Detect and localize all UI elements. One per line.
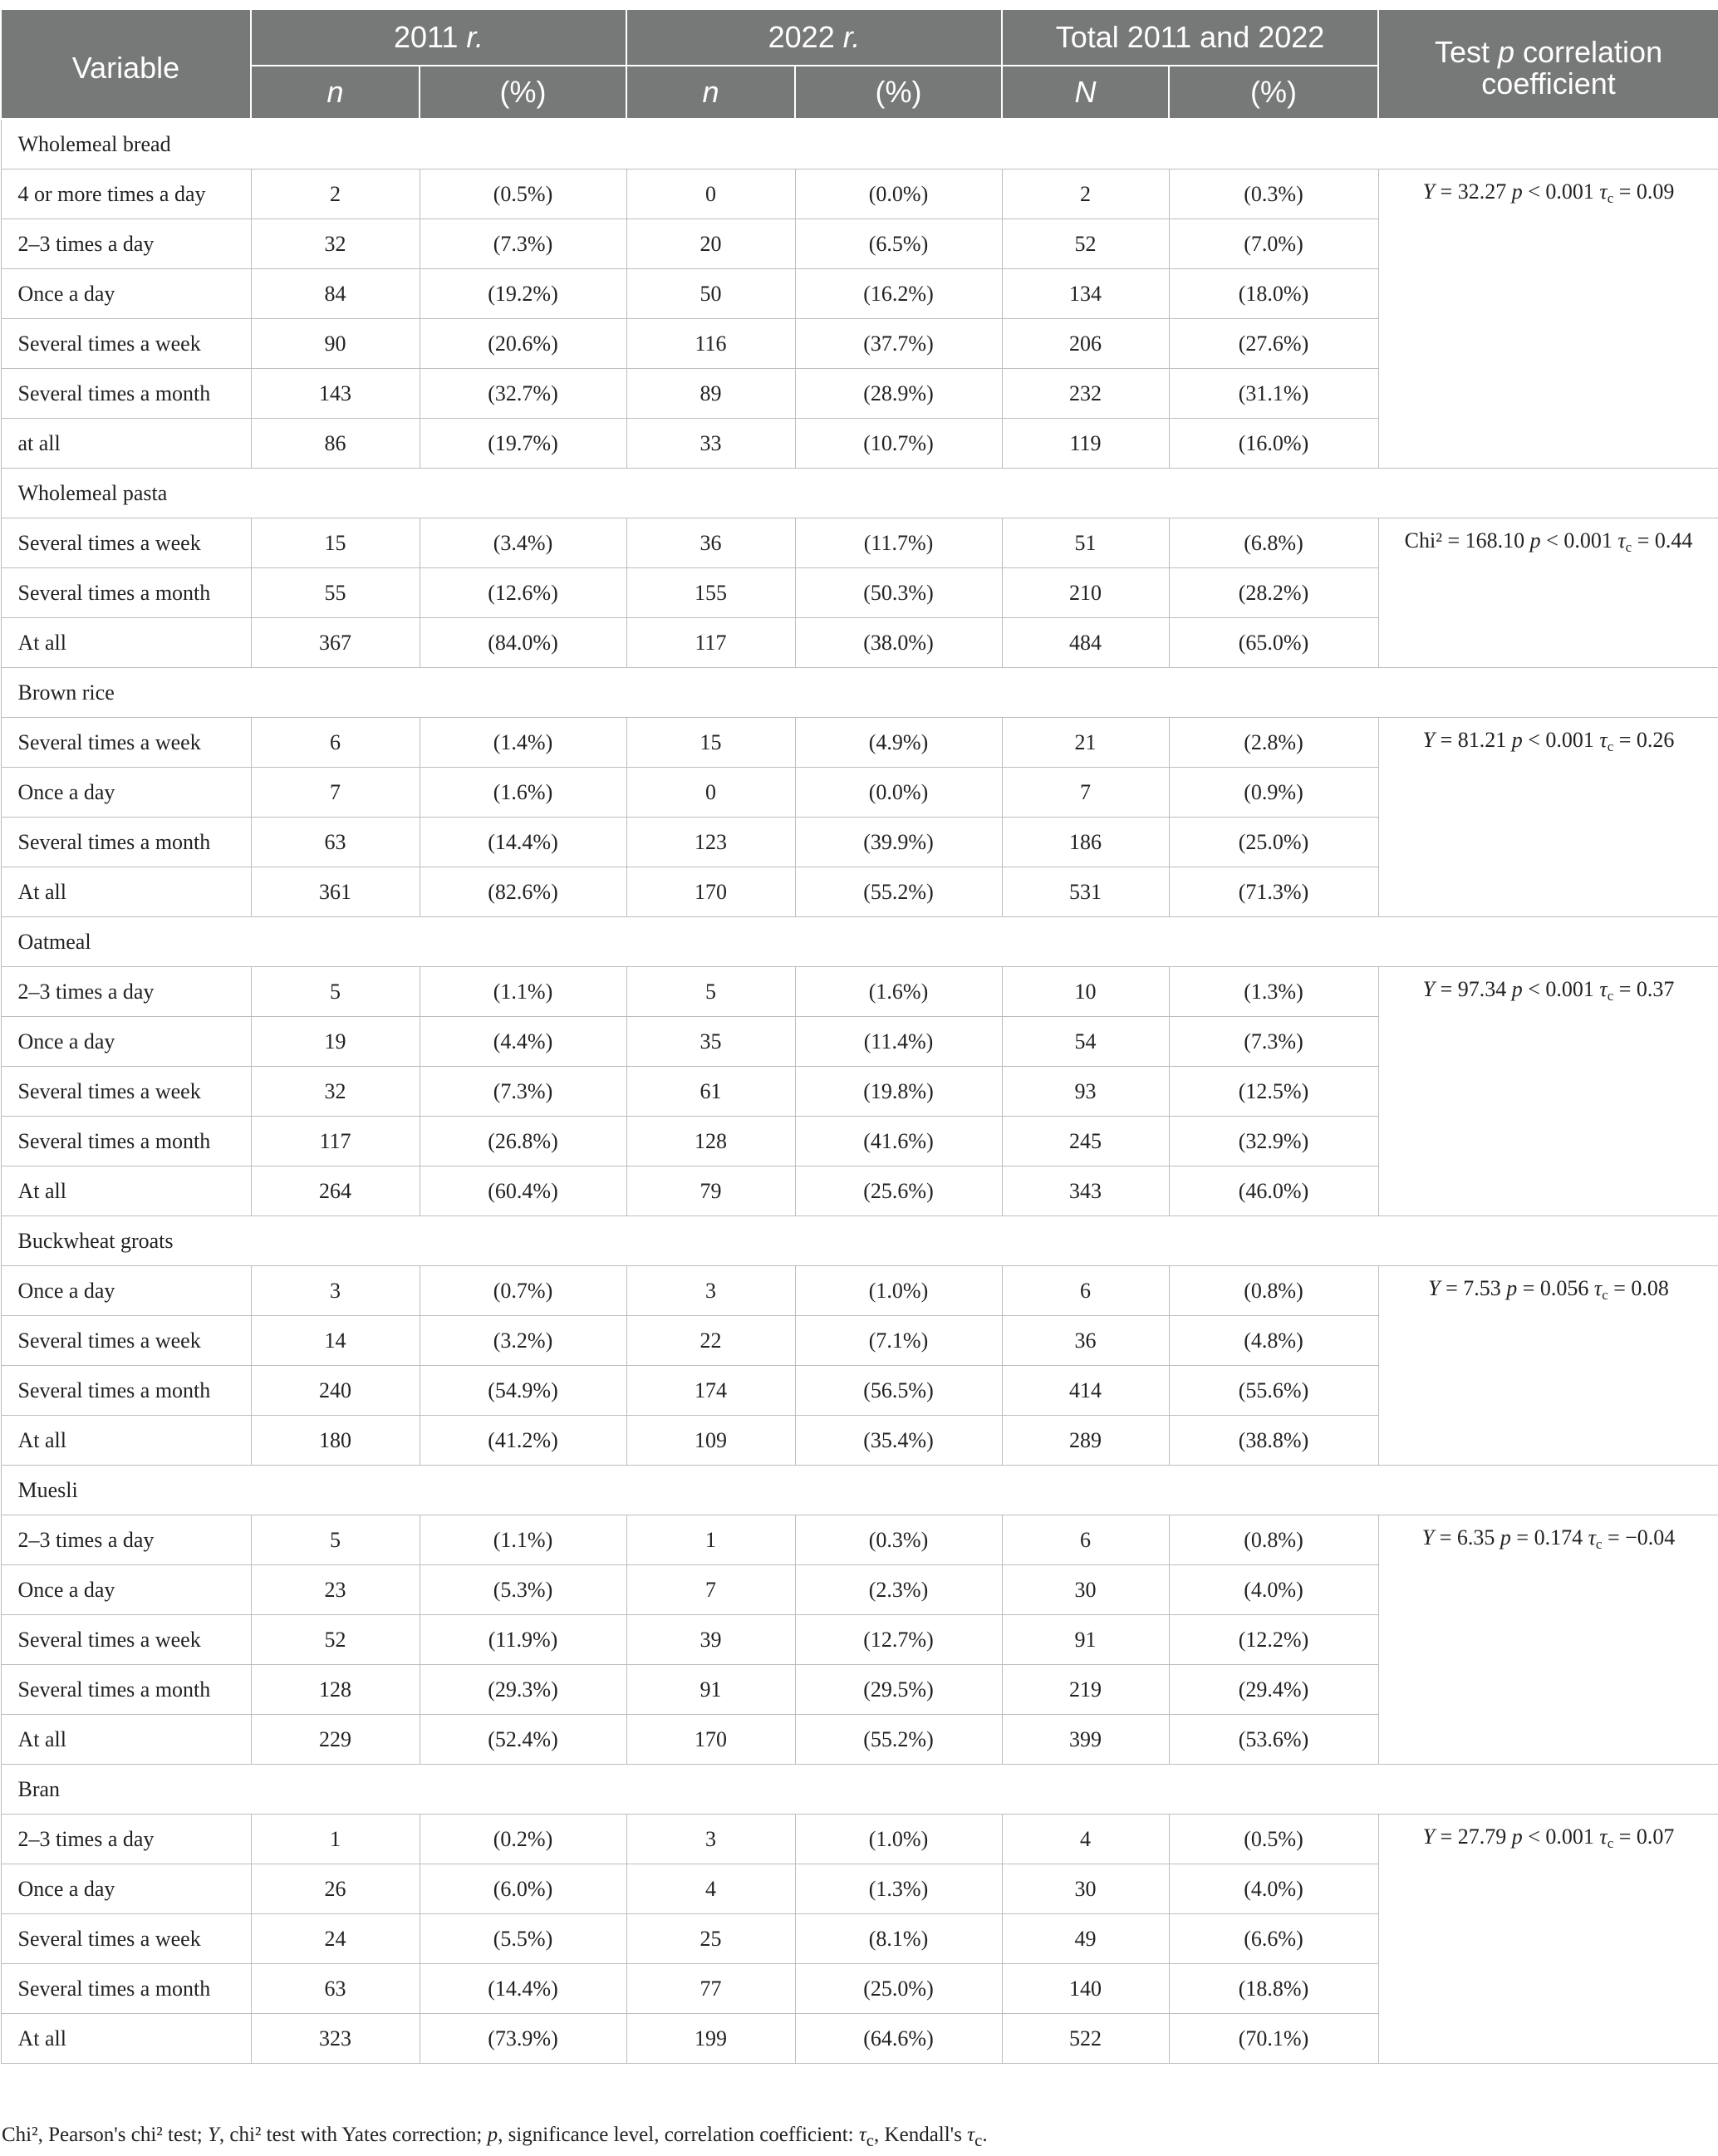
table-cell: 155 — [626, 568, 795, 618]
table-cell: 414 — [1002, 1366, 1169, 1416]
row-label: Several times a week — [1, 1615, 251, 1665]
header-n-total: N — [1002, 66, 1169, 119]
table-cell: (71.3%) — [1169, 867, 1378, 917]
row-label: Several times a week — [1, 319, 251, 369]
table-cell: (3.2%) — [420, 1316, 626, 1366]
row-label: 2–3 times a day — [1, 219, 251, 269]
row-label: At all — [1, 867, 251, 917]
section-title: Bran — [1, 1765, 1718, 1815]
row-label: Several times a month — [1, 369, 251, 419]
table-cell: (12.7%) — [795, 1615, 1002, 1665]
table-cell: (4.0%) — [1169, 1565, 1378, 1615]
table-cell: (55.6%) — [1169, 1366, 1378, 1416]
row-label: at all — [1, 419, 251, 469]
table-cell: 63 — [251, 818, 420, 867]
table-cell: (2.8%) — [1169, 718, 1378, 768]
table-cell: 91 — [1002, 1615, 1169, 1665]
table-cell: 77 — [626, 1964, 795, 2014]
table-cell: 199 — [626, 2014, 795, 2064]
header-pct-total: (%) — [1169, 66, 1378, 119]
table-cell: 123 — [626, 818, 795, 867]
table-cell: (25.6%) — [795, 1166, 1002, 1216]
table-cell: (29.3%) — [420, 1665, 626, 1715]
table-cell: 55 — [251, 568, 420, 618]
table-cell: 61 — [626, 1067, 795, 1117]
table-cell: 134 — [1002, 269, 1169, 319]
table-cell: 6 — [1002, 1266, 1169, 1316]
row-label: Several times a month — [1, 1366, 251, 1416]
table-cell: (1.1%) — [420, 1515, 626, 1565]
table-cell: (6.8%) — [1169, 518, 1378, 568]
table-cell: (50.3%) — [795, 568, 1002, 618]
table-cell: (4.4%) — [420, 1017, 626, 1067]
section-title: Buckwheat groats — [1, 1216, 1718, 1266]
table-row — [1, 518, 1718, 568]
table-cell: 5 — [251, 1515, 420, 1565]
row-label: Several times a week — [1, 718, 251, 768]
table-body — [1, 119, 1718, 2064]
table-cell: 5 — [251, 967, 420, 1017]
table-cell: (11.9%) — [420, 1615, 626, 1665]
row-label: At all — [1, 1166, 251, 1216]
table-cell: (31.1%) — [1169, 369, 1378, 419]
test-statistic: Y = 6.35 p = 0.174 $\tau_c = -0.04$ — [1378, 1515, 1718, 1765]
table-cell: (14.4%) — [420, 818, 626, 867]
table-cell: (28.2%) — [1169, 568, 1378, 618]
table-cell: (1.6%) — [795, 967, 1002, 1017]
table-cell: (1.4%) — [420, 718, 626, 768]
table-cell: 240 — [251, 1366, 420, 1416]
header-pct-2011: (%) — [420, 66, 626, 119]
table-cell: 343 — [1002, 1166, 1169, 1216]
row-label: Several times a month — [1, 1117, 251, 1166]
table-cell: 32 — [251, 1067, 420, 1117]
table-cell: (19.2%) — [420, 269, 626, 319]
table-cell: (0.9%) — [1169, 768, 1378, 818]
section-row — [1, 1765, 1718, 1815]
table-cell: (60.4%) — [420, 1166, 626, 1216]
section-row — [1, 668, 1718, 718]
table-footnote: Chi², Pearson's chi² test; Y, chi² test with Yates correction; p, significance level, correlation coefficient: $\tau_c$, Kendall's $\tau_c$. — [2, 2124, 988, 2150]
row-label: 4 or more times a day — [1, 169, 251, 219]
table-cell: 26 — [251, 1864, 420, 1914]
header-variable: Variable — [1, 9, 251, 119]
header-n-2011: n — [251, 66, 420, 119]
table-cell: (38.8%) — [1169, 1416, 1378, 1466]
table-cell: (52.4%) — [420, 1715, 626, 1765]
table-cell: (4.8%) — [1169, 1316, 1378, 1366]
table-cell: (32.9%) — [1169, 1117, 1378, 1166]
table-cell: 93 — [1002, 1067, 1169, 1117]
table-cell: 143 — [251, 369, 420, 419]
section-title: Brown rice — [1, 668, 1718, 718]
table-cell: 323 — [251, 2014, 420, 2064]
table-cell: 25 — [626, 1914, 795, 1964]
row-label: Several times a week — [1, 1914, 251, 1964]
table-cell: (84.0%) — [420, 618, 626, 668]
table-cell: (12.5%) — [1169, 1067, 1378, 1117]
table-cell: (0.0%) — [795, 768, 1002, 818]
table-cell: (0.8%) — [1169, 1515, 1378, 1565]
table-cell: (56.5%) — [795, 1366, 1002, 1416]
header-year-2011 — [251, 9, 626, 66]
table-cell: 219 — [1002, 1665, 1169, 1715]
table-cell: 63 — [251, 1964, 420, 2014]
table-cell: 5 — [626, 967, 795, 1017]
table-cell: 22 — [626, 1316, 795, 1366]
table-cell: (12.2%) — [1169, 1615, 1378, 1665]
table-cell: (18.8%) — [1169, 1964, 1378, 2014]
table-cell: 174 — [626, 1366, 795, 1416]
table-cell: 289 — [1002, 1416, 1169, 1466]
table-cell: (0.0%) — [795, 169, 1002, 219]
table-cell: 128 — [626, 1117, 795, 1166]
row-label: Several times a week — [1, 1067, 251, 1117]
table-cell: 399 — [1002, 1715, 1169, 1765]
row-label: At all — [1, 618, 251, 668]
row-label: Several times a month — [1, 1665, 251, 1715]
section-row — [1, 1216, 1718, 1266]
section-row — [1, 1466, 1718, 1515]
table-cell: 54 — [1002, 1017, 1169, 1067]
table-cell: (2.3%) — [795, 1565, 1002, 1615]
table-cell: (1.1%) — [420, 967, 626, 1017]
table-cell: 50 — [626, 269, 795, 319]
table-cell: (27.6%) — [1169, 319, 1378, 369]
table-cell: (65.0%) — [1169, 618, 1378, 668]
table-cell: 79 — [626, 1166, 795, 1216]
row-label: Several times a month — [1, 568, 251, 618]
table-cell: (5.3%) — [420, 1565, 626, 1615]
table-cell: (20.6%) — [420, 319, 626, 369]
table-cell: (26.8%) — [420, 1117, 626, 1166]
section-row — [1, 119, 1718, 169]
table-cell: (14.4%) — [420, 1964, 626, 2014]
table-cell: 245 — [1002, 1117, 1169, 1166]
table-cell: (19.7%) — [420, 419, 626, 469]
table-row — [1, 718, 1718, 768]
table-cell: (35.4%) — [795, 1416, 1002, 1466]
table-cell: 30 — [1002, 1864, 1169, 1914]
table-cell: 210 — [1002, 568, 1169, 618]
table-cell: 32 — [251, 219, 420, 269]
table-cell: (1.3%) — [795, 1864, 1002, 1914]
table-cell: (25.0%) — [1169, 818, 1378, 867]
table-cell: 206 — [1002, 319, 1169, 369]
table-cell: 49 — [1002, 1914, 1169, 1964]
table-cell: (6.6%) — [1169, 1914, 1378, 1964]
table-cell: 36 — [1002, 1316, 1169, 1366]
header-n-2022: n — [626, 66, 795, 119]
table-cell: 52 — [251, 1615, 420, 1665]
table-cell: 89 — [626, 369, 795, 419]
table-cell: 7 — [1002, 768, 1169, 818]
header-pct-2022: (%) — [795, 66, 1002, 119]
table-cell: (4.0%) — [1169, 1864, 1378, 1914]
table-row — [1, 967, 1718, 1017]
header-year-2022 — [626, 9, 1002, 66]
table-cell: 35 — [626, 1017, 795, 1067]
table-cell: (7.3%) — [1169, 1017, 1378, 1067]
table-cell: 367 — [251, 618, 420, 668]
table-cell: 3 — [251, 1266, 420, 1316]
table-cell: (0.5%) — [1169, 1815, 1378, 1864]
table-cell: 264 — [251, 1166, 420, 1216]
table-cell: (1.6%) — [420, 768, 626, 818]
table-header — [1, 9, 1718, 119]
table-cell: (7.1%) — [795, 1316, 1002, 1366]
table-cell: 21 — [1002, 718, 1169, 768]
table-cell: (7.3%) — [420, 219, 626, 269]
table-cell: 1 — [626, 1515, 795, 1565]
table-cell: (16.0%) — [1169, 419, 1378, 469]
table-cell: 4 — [1002, 1815, 1169, 1864]
test-statistic: Y = 32.27 p < 0.001 $\tau_c = 0.09$ — [1378, 169, 1718, 469]
table-cell: 30 — [1002, 1565, 1169, 1615]
table-cell: (11.7%) — [795, 518, 1002, 568]
table-cell: (19.8%) — [795, 1067, 1002, 1117]
table-cell: 90 — [251, 319, 420, 369]
table-cell: 39 — [626, 1615, 795, 1665]
table-cell: 117 — [626, 618, 795, 668]
table-cell: (1.0%) — [795, 1266, 1002, 1316]
row-label: 2–3 times a day — [1, 1515, 251, 1565]
table-cell: 232 — [1002, 369, 1169, 419]
section-title: Oatmeal — [1, 917, 1718, 967]
table-cell: (54.9%) — [420, 1366, 626, 1416]
table-cell: (0.7%) — [420, 1266, 626, 1316]
table-cell: (12.6%) — [420, 568, 626, 618]
row-label: 2–3 times a day — [1, 967, 251, 1017]
row-label: At all — [1, 1416, 251, 1466]
table-row — [1, 1815, 1718, 1864]
table-cell: (38.0%) — [795, 618, 1002, 668]
table-cell: 119 — [1002, 419, 1169, 469]
table-cell: (7.0%) — [1169, 219, 1378, 269]
section-title: Wholemeal pasta — [1, 469, 1718, 518]
row-label: Once a day — [1, 1017, 251, 1067]
header-total: Total 2011 and 2022 — [1002, 9, 1378, 66]
test-statistic: Chi² = 168.10 p < 0.001 $\tau_c = 0.44$ — [1378, 518, 1718, 668]
table-cell: 186 — [1002, 818, 1169, 867]
header-year-2022-text: 2022 r. — [768, 20, 861, 54]
table-row — [1, 1266, 1718, 1316]
table-cell: 15 — [626, 718, 795, 768]
table-cell: 484 — [1002, 618, 1169, 668]
table-cell: (41.2%) — [420, 1416, 626, 1466]
table-cell: (29.4%) — [1169, 1665, 1378, 1715]
test-statistic: Y = 27.79 p < 0.001 $\tau_c = 0.07$ — [1378, 1815, 1718, 2064]
table-cell: (25.0%) — [795, 1964, 1002, 2014]
table-cell: 531 — [1002, 867, 1169, 917]
table-row — [1, 1515, 1718, 1565]
table-cell: 14 — [251, 1316, 420, 1366]
table-cell: 0 — [626, 169, 795, 219]
table-cell: (0.5%) — [420, 169, 626, 219]
table-cell: (11.4%) — [795, 1017, 1002, 1067]
table-cell: (73.9%) — [420, 2014, 626, 2064]
table-cell: (1.0%) — [795, 1815, 1002, 1864]
table-cell: 84 — [251, 269, 420, 319]
table-cell: (6.5%) — [795, 219, 1002, 269]
table-cell: 51 — [1002, 518, 1169, 568]
section-row — [1, 469, 1718, 518]
row-label: Once a day — [1, 768, 251, 818]
table-cell: (8.1%) — [795, 1914, 1002, 1964]
table-cell: 86 — [251, 419, 420, 469]
row-label: At all — [1, 1715, 251, 1765]
row-label: Once a day — [1, 1565, 251, 1615]
test-statistic: Y = 7.53 p = 0.056 $\tau_c = 0.08$ — [1378, 1266, 1718, 1466]
row-label: Several times a week — [1, 518, 251, 568]
table-cell: 2 — [251, 169, 420, 219]
table-cell: 0 — [626, 768, 795, 818]
table-cell: 52 — [1002, 219, 1169, 269]
table-cell: (1.3%) — [1169, 967, 1378, 1017]
test-statistic: Y = 81.21 p < 0.001 $\tau_c = 0.26$ — [1378, 718, 1718, 917]
row-label: Several times a month — [1, 818, 251, 867]
table-cell: 36 — [626, 518, 795, 568]
row-label: At all — [1, 2014, 251, 2064]
table-cell: 116 — [626, 319, 795, 369]
table-cell: (32.7%) — [420, 369, 626, 419]
table-cell: (39.9%) — [795, 818, 1002, 867]
header-year-2011-text: 2011 r. — [393, 20, 484, 54]
table-cell: (0.3%) — [1169, 169, 1378, 219]
table-cell: 2 — [1002, 169, 1169, 219]
table-cell: (70.1%) — [1169, 2014, 1378, 2064]
table-cell: (6.0%) — [420, 1864, 626, 1914]
table-cell: (29.5%) — [795, 1665, 1002, 1715]
table-cell: (0.3%) — [795, 1515, 1002, 1565]
table-cell: (82.6%) — [420, 867, 626, 917]
table-cell: (41.6%) — [795, 1117, 1002, 1166]
table-cell: (55.2%) — [795, 1715, 1002, 1765]
table-cell: 180 — [251, 1416, 420, 1466]
table-cell: 170 — [626, 867, 795, 917]
table-cell: 229 — [251, 1715, 420, 1765]
table-cell: (10.7%) — [795, 419, 1002, 469]
table-cell: 10 — [1002, 967, 1169, 1017]
row-label: 2–3 times a day — [1, 1815, 251, 1864]
table-cell: (28.9%) — [795, 369, 1002, 419]
table-cell: 7 — [251, 768, 420, 818]
row-label: Once a day — [1, 1266, 251, 1316]
table-cell: (0.2%) — [420, 1815, 626, 1864]
table-cell: 522 — [1002, 2014, 1169, 2064]
table-cell: (37.7%) — [795, 319, 1002, 369]
table-cell: (3.4%) — [420, 518, 626, 568]
table-cell: 109 — [626, 1416, 795, 1466]
table-row — [1, 169, 1718, 219]
table-cell: (46.0%) — [1169, 1166, 1378, 1216]
row-label: Once a day — [1, 1864, 251, 1914]
table-cell: 170 — [626, 1715, 795, 1765]
table-cell: 6 — [1002, 1515, 1169, 1565]
table-cell: 7 — [626, 1565, 795, 1615]
table-cell: (5.5%) — [420, 1914, 626, 1964]
table-cell: 4 — [626, 1864, 795, 1914]
table-cell: 91 — [626, 1665, 795, 1715]
table-cell: (7.3%) — [420, 1067, 626, 1117]
table-cell: (16.2%) — [795, 269, 1002, 319]
table-cell: 3 — [626, 1266, 795, 1316]
table-cell: 3 — [626, 1815, 795, 1864]
table-cell: (4.9%) — [795, 718, 1002, 768]
section-row — [1, 917, 1718, 967]
data-table — [0, 8, 1718, 2064]
table-cell: 15 — [251, 518, 420, 568]
table-cell: 117 — [251, 1117, 420, 1166]
table-cell: (64.6%) — [795, 2014, 1002, 2064]
table-cell: 361 — [251, 867, 420, 917]
table-cell: 1 — [251, 1815, 420, 1864]
table-cell: 6 — [251, 718, 420, 768]
section-title: Wholemeal bread — [1, 119, 1718, 169]
table-cell: 19 — [251, 1017, 420, 1067]
table-cell: (18.0%) — [1169, 269, 1378, 319]
table-cell: 24 — [251, 1914, 420, 1964]
table-cell: (53.6%) — [1169, 1715, 1378, 1765]
table-cell: 140 — [1002, 1964, 1169, 2014]
row-label: Once a day — [1, 269, 251, 319]
table-cell: (55.2%) — [795, 867, 1002, 917]
test-statistic: Y = 97.34 p < 0.001 $\tau_c = 0.37$ — [1378, 967, 1718, 1216]
table-cell: 128 — [251, 1665, 420, 1715]
table-cell: 23 — [251, 1565, 420, 1615]
row-label: Several times a week — [1, 1316, 251, 1366]
header-test: Test p correlation coefficient — [1378, 9, 1718, 119]
table-cell: 20 — [626, 219, 795, 269]
section-title: Muesli — [1, 1466, 1718, 1515]
row-label: Several times a month — [1, 1964, 251, 2014]
table-cell: 33 — [626, 419, 795, 469]
table-cell: (0.8%) — [1169, 1266, 1378, 1316]
